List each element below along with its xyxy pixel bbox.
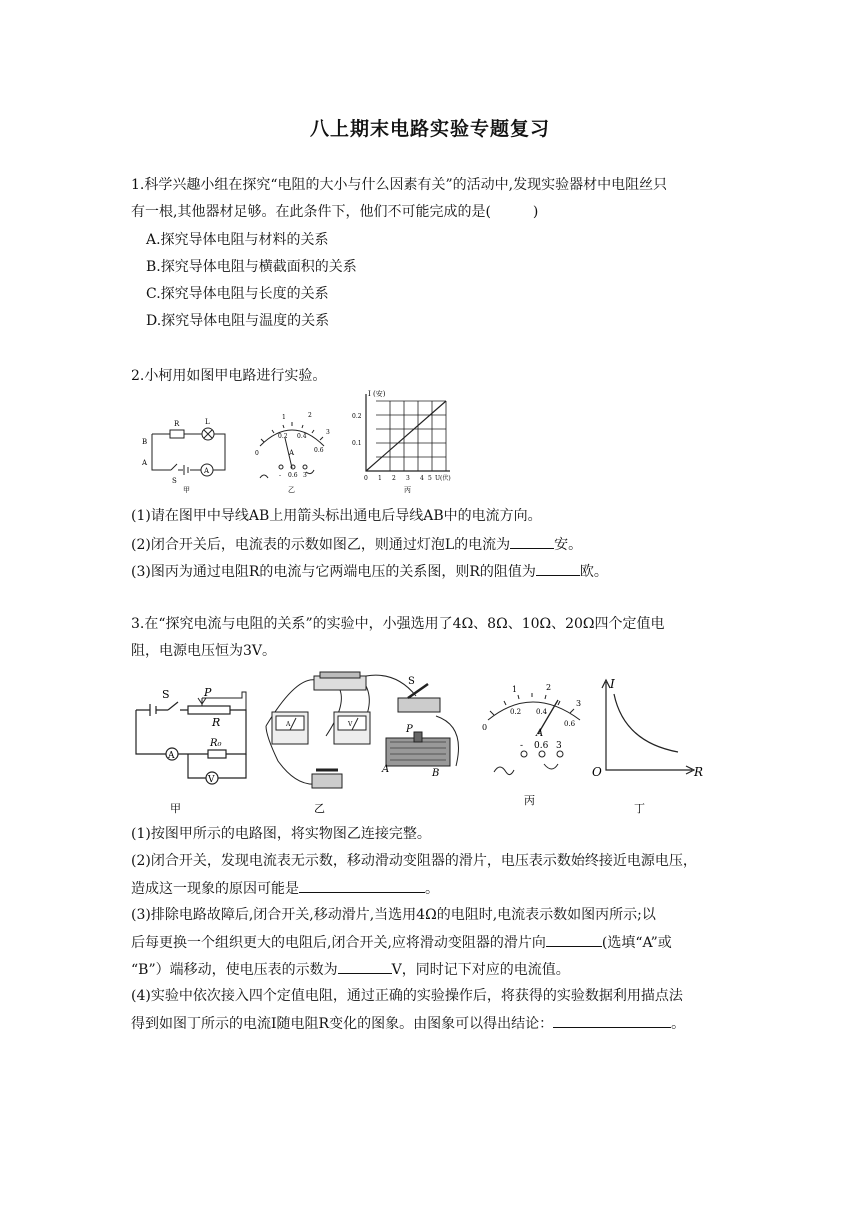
q2-part3-unit: 欧。 xyxy=(579,564,608,580)
q3-jia-voltmeter-label: V xyxy=(208,775,215,785)
q3-bing-caption: 丙 xyxy=(524,794,535,806)
q2-part1: (1)请在图甲中导线AB上用箭头标出通电后导线AB中的电流方向。 xyxy=(131,508,542,524)
q2-part2-answer-blank[interactable] xyxy=(510,534,554,549)
q3-part3-line2 xyxy=(131,932,672,953)
q2-bing-ytick-02: 0.2 xyxy=(352,413,362,420)
q3-part4-line1: (4)实验中依次接入四个定值电阻，通过正确的实验操作后，将获得的实验数据利用描点法 xyxy=(131,988,683,1004)
q3-yi-label-B: B xyxy=(432,768,440,779)
q3-part3-text2: “B”）端移动，使电压表的示数为 xyxy=(131,962,338,978)
q3-bing-scale-2: 2 xyxy=(546,683,552,692)
q2-jia-label-B: B xyxy=(142,438,148,446)
q2-jia-ammeter-label: A xyxy=(204,467,210,475)
q3-bing-terminal-minus: - xyxy=(520,741,524,751)
q3-part2-end: 。 xyxy=(425,881,439,897)
q3-part2-line1: (2)闭合开关，发现电流表无示数，移动滑动变阻器的滑片，电压表示数始终接近电源电压， xyxy=(131,853,697,869)
q3-bing-scale-1: 1 xyxy=(512,685,518,694)
q3-part3-text: 后每更换一个组织更大的电阻后,闭合开关,应将滑动变阻器的滑片向 xyxy=(131,935,546,951)
q3-bing-scale-02: 0.2 xyxy=(510,708,522,716)
q3-yi-label-S: S xyxy=(408,676,415,687)
q2-bing-ylabel: I (安) xyxy=(368,390,386,398)
q2-yi-scale-06: 0.6 xyxy=(314,447,324,454)
q3-figure-jia-circuit xyxy=(130,684,255,816)
q3-jia-label-P: P xyxy=(204,686,212,699)
q3-part2-answer-blank[interactable] xyxy=(299,878,425,893)
q1-stem-line1: 1.科学兴趣小组在探究“电阻的大小与什么因素有关”的活动中,发现实验器材中电阻丝只 xyxy=(131,177,668,193)
q3-yi-caption: 乙 xyxy=(314,802,325,815)
q2-yi-scale-02: 0.2 xyxy=(278,433,288,440)
q2-yi-scale-2: 2 xyxy=(308,412,312,419)
q2-yi-scale-3: 3 xyxy=(326,429,330,436)
q3-ding-origin: O xyxy=(592,765,602,779)
q3-jia-label-R0: R₀ xyxy=(210,738,222,749)
q2-bing-xtick-0: 0 xyxy=(364,475,368,482)
q2-yi-scale-1: 1 xyxy=(282,414,286,421)
q3-bing-scale-04: 0.4 xyxy=(536,708,548,716)
q3-figure-yi-apparatus xyxy=(256,666,470,816)
q3-ding-caption: 丁 xyxy=(634,802,645,815)
q2-bing-caption: 丙 xyxy=(404,486,411,494)
q2-yi-terminal-06: 0.6 xyxy=(288,472,298,479)
q2-bing-xtick-5: 5 xyxy=(428,475,432,482)
q2-jia-label-A: A xyxy=(142,459,148,467)
q3-bing-terminal-3: 3 xyxy=(556,741,562,751)
q2-part3 xyxy=(131,561,608,582)
q3-bing-terminal-06: 0.6 xyxy=(534,741,549,751)
q2-figure-yi-ammeter xyxy=(250,408,335,494)
q1-option-b: B.探究导体电阻与横截面积的关系 xyxy=(146,259,357,275)
q2-part2 xyxy=(131,534,582,555)
q2-yi-terminal-3: 3 xyxy=(303,472,307,479)
q2-yi-terminal-minus: - xyxy=(279,472,282,479)
q2-figure-bing-graph xyxy=(350,388,460,494)
q3-yi-label-P: P xyxy=(406,724,413,735)
q1-option-c: C.探究导体电阻与长度的关系 xyxy=(146,286,329,302)
q2-part2-unit: 安。 xyxy=(554,537,583,553)
q2-jia-caption: 甲 xyxy=(183,486,190,494)
q3-ding-ylabel: I xyxy=(610,677,615,691)
q2-bing-xtick-3: 3 xyxy=(406,475,410,482)
q3-part2-text: 造成这一现象的原因可能是 xyxy=(131,881,299,897)
q2-jia-label-R: R xyxy=(174,420,180,428)
q3-part3-choice: (选填“A”或 xyxy=(601,935,672,951)
q3-part3-line3 xyxy=(131,959,570,980)
q3-jia-label-S: S xyxy=(162,688,170,701)
q2-part3-text: (3)图丙为通过电阻R的电流与它两端电压的关系图，则R的阻值为 xyxy=(131,564,536,580)
q2-stem: 2.小柯用如图甲电路进行实验。 xyxy=(131,368,327,384)
q3-stem-line1: 3.在“探究电流与电阻的关系”的实验中，小强选用了4Ω、8Ω、10Ω、20Ω四个定值电 xyxy=(131,616,665,632)
q2-yi-scale-04: 0.4 xyxy=(297,433,307,440)
q3-bing-scale-0: 0 xyxy=(482,723,488,732)
q3-ding-xlabel: R xyxy=(694,765,704,779)
q3-jia-label-R: R xyxy=(212,716,221,729)
q3-part4-conclusion-blank[interactable] xyxy=(553,1013,671,1028)
q3-figure-ding-graph xyxy=(590,672,705,818)
q3-bing-scale-3: 3 xyxy=(576,699,582,708)
q3-part1: (1)按图甲所示的电路图，将实物图乙连接完整。 xyxy=(131,826,431,842)
q2-bing-xtick-4: 4 xyxy=(420,475,424,482)
q3-part3-direction-blank[interactable] xyxy=(546,932,602,947)
q2-yi-caption: 乙 xyxy=(288,486,295,494)
q3-jia-ammeter-label: A xyxy=(168,751,175,761)
q3-yi-voltmeter-symbol: V xyxy=(348,721,353,728)
q3-yi-label-A: A xyxy=(382,764,390,775)
q3-part2-line2 xyxy=(131,878,439,899)
q2-yi-scale-0: 0 xyxy=(255,450,259,457)
q2-bing-xtick-2: 2 xyxy=(392,475,396,482)
q3-part4-text: 得到如图丁所示的电流I随电阻R变化的图象。由图象可以得出结论： xyxy=(131,1016,554,1032)
q3-part3-end: V，同时记下对应的电流值。 xyxy=(391,962,570,978)
q2-bing-xtick-1: 1 xyxy=(378,475,382,482)
q3-stem-line2: 阻，电源电压恒为3V。 xyxy=(131,643,277,659)
q2-figure-jia-circuit xyxy=(140,412,235,494)
q3-bing-scale-06: 0.6 xyxy=(564,720,576,728)
q3-jia-caption: 甲 xyxy=(170,802,181,815)
q2-jia-label-S: S xyxy=(172,477,177,485)
q1-option-d: D.探究导体电阻与温度的关系 xyxy=(146,313,330,329)
q3-bing-meter-symbol: A xyxy=(536,728,544,739)
q1-option-a: A.探究导体电阻与材料的关系 xyxy=(146,232,329,248)
q3-part3-voltage-blank[interactable] xyxy=(338,959,392,974)
q2-jia-label-L: L xyxy=(205,418,210,426)
q2-part3-answer-blank[interactable] xyxy=(536,561,580,576)
q3-yi-ammeter-symbol: A xyxy=(286,721,291,728)
q3-part3-line1: (3)排除电路故障后,闭合开关,移动滑片,当选用4Ω的电阻时,电流表示数如图丙所示;以 xyxy=(131,907,656,923)
q3-figure-bing-ammeter xyxy=(476,680,588,806)
q2-bing-xlabel: U(伏) xyxy=(435,475,451,482)
q2-yi-meter-symbol: A xyxy=(289,449,295,457)
page-title: 八上期末电路实验专题复习 xyxy=(309,118,550,140)
q3-part4-line2 xyxy=(131,1013,685,1034)
q2-bing-ytick-01: 0.1 xyxy=(352,440,362,447)
q1-stem-line2: 有一根,其他器材足够。在此条件下，他们不可能完成的是( ) xyxy=(131,204,539,220)
q2-part2-text: (2)闭合开关后，电流表的示数如图乙，则通过灯泡L的电流为 xyxy=(131,537,511,553)
q3-part4-end: 。 xyxy=(671,1016,686,1032)
